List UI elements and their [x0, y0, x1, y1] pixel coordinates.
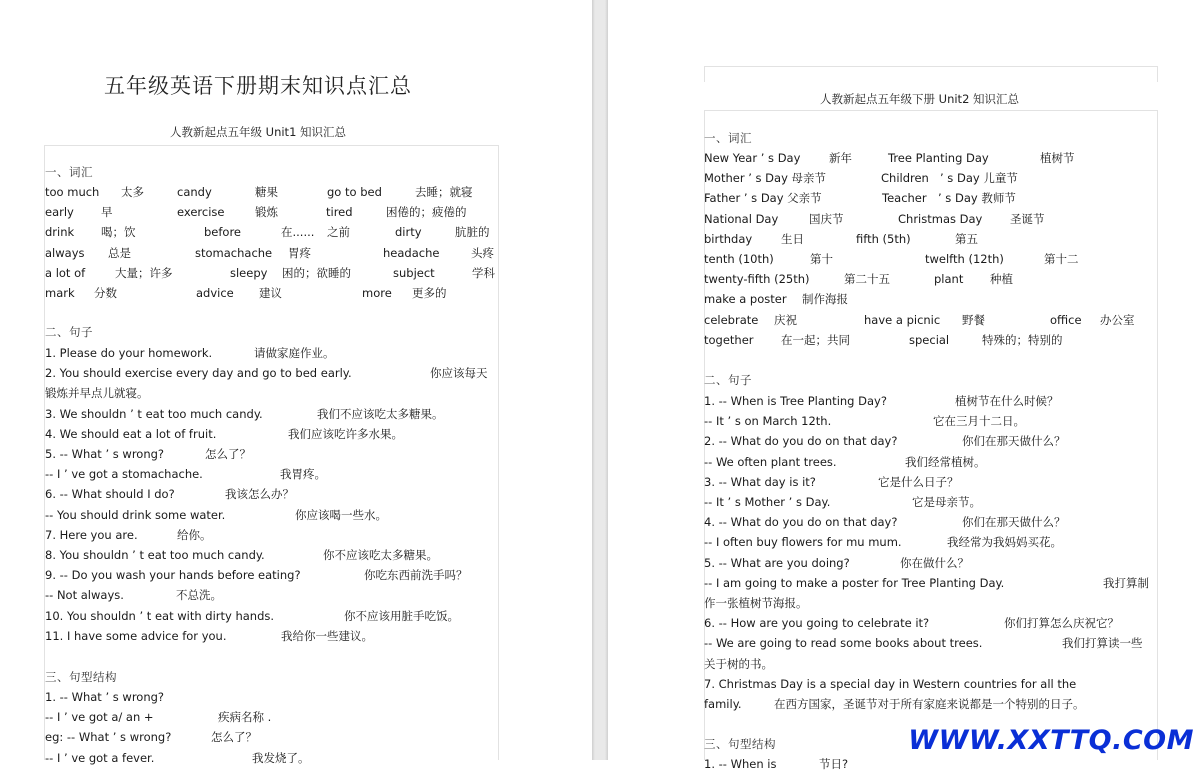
sentence-zh: 你应该每天 [430, 366, 488, 381]
vocab-cell: 植树节 [1040, 151, 1075, 165]
vocab-cell: 种植 [990, 272, 1013, 287]
sentence-en: 4. We should eat a lot of fruit. [45, 426, 217, 441]
vocab-cell: a lot of [45, 265, 86, 280]
sentence-zh: 给你。 [177, 527, 212, 542]
sentence-en: 7. Here you are. [45, 527, 138, 542]
vocab-cell: sleepy [230, 265, 268, 280]
sentence-en: 5. -- What ’ s wrong? [45, 447, 165, 461]
sentence-zh: 它是母亲节。 [912, 495, 981, 509]
document-page-left [0, 0, 592, 765]
vocab-cell: National Day [704, 211, 779, 226]
sentence-en: 关于树的书。 [704, 656, 773, 671]
vocab-cell: tired [326, 205, 353, 220]
vocab-cell: 早 [101, 205, 113, 220]
sentence-zh: 请做家庭作业。 [254, 346, 335, 360]
vocab-cell: celebrate [704, 312, 759, 327]
vocab-cell: office [1050, 312, 1082, 327]
sentence-zh: 在西方国家，圣诞节对于所有家庭来说都是一个特别的日子。 [774, 697, 1085, 711]
sentence-zh: 你不应该吃太多糖果。 [323, 548, 438, 562]
vocab-cell: together [704, 332, 754, 347]
sentence-zh: 我打算制 [1103, 575, 1149, 590]
sentence-zh: 你不应该用脏手吃饭。 [344, 608, 459, 623]
vocab-cell: Teacher [882, 191, 927, 206]
sentence-zh: 你们打算怎么庆祝它？ [1004, 616, 1119, 631]
sentence-zh: 不总洗。 [176, 588, 222, 603]
vocab-cell: 总是 [108, 245, 131, 260]
vocab-cell: have a picnic [864, 312, 941, 327]
vocab-cell: 在一起；共同 [781, 332, 850, 347]
sentence-zh: 你们在那天做什么？ [962, 515, 1066, 530]
table-border-right-stub [1157, 66, 1158, 82]
vocab-cell: 在...... [281, 225, 315, 240]
table-border-top [704, 66, 1158, 67]
vocab-cell: 锻炼 [255, 205, 278, 220]
sentence-en: family. [704, 697, 742, 711]
vocab-cell: 办公室 [1100, 312, 1135, 327]
sentence-zh: 你们在那天做什么？ [962, 434, 1066, 449]
structure-en: eg: -- What ’ s wrong? [45, 730, 172, 745]
vocab-cell: early [45, 205, 74, 220]
vocab-cell: 之前 [327, 225, 350, 240]
vocab-cell: always [45, 245, 85, 260]
sentence-en: -- We are going to read some books about trees. [704, 636, 983, 651]
sentence-en: -- Not always. [45, 588, 124, 603]
structure-zh: 疾病名称 . [218, 710, 272, 725]
sentence-en: 作一张植树节海报。 [704, 596, 808, 610]
structure-en: 1. -- When is [704, 757, 777, 771]
table-border-left-stub [704, 66, 705, 82]
vocab-cell: stomachache [195, 245, 273, 260]
vocab-cell: subject [393, 265, 435, 280]
vocab-cell: Christmas Day [898, 211, 983, 226]
structure-en: -- I ’ ve got a/ an + [45, 710, 154, 725]
vocab-cell: go to bed [327, 185, 382, 199]
sentence-en: 2. -- What do you do on that day? [704, 434, 898, 449]
table-border-mid [704, 110, 1158, 111]
section-title-sentences: 二、句子 [45, 325, 93, 339]
sentence-zh: 你在做什么？ [900, 555, 969, 570]
vocab-cell: mark [45, 286, 75, 300]
vocab-cell: Tree Planting Day [888, 151, 989, 165]
unit1-heading: 人教新起点五年级 Unit1 知识汇总 [170, 125, 347, 139]
vocab-cell: 第十二 [1044, 252, 1079, 266]
sentence-zh: 你吃东西前洗手吗？ [364, 568, 468, 583]
vocab-cell: 生日 [781, 231, 804, 246]
sentence-en: 11. I have some advice for you. [45, 628, 227, 643]
structure-en: -- I ’ ve got a fever. [45, 750, 155, 765]
vocab-cell: 大量；许多 [115, 265, 173, 280]
section-title-structures: 三、句型结构 [704, 737, 776, 751]
vocab-cell: tenth (10th) [704, 252, 774, 266]
sentence-en: 5. -- What are you doing? [704, 555, 850, 570]
sentence-en: -- It ’ s Mother ’ s Day. [704, 495, 831, 509]
sentence-en: 8. You shouldn ’ t eat too much candy. [45, 548, 265, 562]
vocab-cell: plant [934, 272, 964, 287]
sentence-en: -- We often plant trees. [704, 454, 837, 469]
vocab-cell: 野餐 [962, 312, 985, 327]
vocab-cell: special [909, 332, 950, 347]
vocab-cell: Children [881, 171, 929, 186]
vocab-cell: 学科 [472, 265, 495, 280]
sentence-zh: 怎么了？ [205, 447, 251, 461]
vocab-cell: 胃疼 [288, 245, 311, 260]
vocab-cell: candy [177, 185, 212, 199]
vocab-cell: 去睡；就寝 [415, 185, 473, 199]
vocab-cell: more [362, 286, 392, 300]
vocab-cell: 分数 [94, 286, 117, 300]
unit2-heading: 人教新起点五年级下册 Unit2 知识汇总 [820, 92, 1020, 106]
vocab-cell: 更多的 [412, 286, 447, 300]
vocab-cell: 建议 [259, 286, 282, 300]
sentence-zh: 我们应该吃许多水果。 [288, 426, 403, 441]
document-title: 五年级英语下册期末知识点汇总 [104, 74, 412, 98]
sentence-zh: 我给你一些建议。 [281, 628, 373, 643]
sentence-en: 9. -- Do you wash your hands before eating? [45, 568, 301, 583]
section-title-structures: 三、句型结构 [45, 670, 117, 684]
sentence-zh: 我们经常植树。 [905, 454, 986, 469]
sentence-zh: 它在三月十二日。 [933, 414, 1025, 429]
vocab-cell: 第十 [810, 252, 833, 266]
vocab-cell: 特殊的；特别的 [982, 332, 1063, 347]
structure-en: 1. -- What ’ s wrong? [45, 690, 165, 704]
vocab-cell: ’ s Day 教师节 [938, 191, 1016, 206]
vocab-cell: 庆祝 [774, 312, 797, 327]
table-border-right [498, 145, 499, 760]
vocab-cell: 糖果 [255, 185, 278, 199]
vocab-cell: New Year ’ s Day [704, 151, 801, 165]
structure-zh: 我发烧了。 [252, 750, 310, 765]
sentence-zh: 我们打算读一些 [1062, 636, 1143, 651]
sentence-en: 6. -- What should I do? [45, 487, 175, 502]
sentence-en: 7. Christmas Day is a special day in Western countries for all the [704, 676, 1077, 691]
vocab-cell: 喝；饮 [101, 225, 136, 240]
vocab-cell: before [204, 225, 242, 240]
vocab-cell: headache [383, 245, 440, 260]
vocab-cell: drink [45, 225, 75, 240]
vocab-cell: 新年 [829, 151, 852, 165]
site-watermark: WWW.XXTTQ.COM [908, 725, 1194, 756]
sentence-en: -- You should drink some water. [45, 507, 226, 522]
vocab-cell: 国庆节 [809, 211, 844, 226]
sentence-en: -- I am going to make a poster for Tree Planting Day. [704, 575, 1005, 590]
vocab-cell: make a poster [704, 292, 787, 307]
sentence-en: 锻炼并早点儿就寝。 [45, 386, 149, 401]
sentence-zh: 我经常为我妈妈买花。 [947, 535, 1062, 550]
sentence-zh: 你应该喝一些水。 [295, 507, 387, 522]
vocab-cell: 困倦的；疲倦的 [386, 205, 467, 220]
vocab-cell: 太多 [121, 185, 144, 199]
vocab-cell: 肮脏的 [455, 225, 490, 240]
structure-zh: 怎么了？ [211, 730, 257, 745]
sentence-en: -- It ’ s on March 12th. [704, 414, 832, 429]
sentence-zh: 植树节在什么时候？ [955, 394, 1059, 408]
vocab-cell: birthday [704, 231, 753, 246]
vocab-cell: twelfth (12th) [925, 252, 1004, 266]
sentence-en: 1. -- When is Tree Planting Day? [704, 394, 887, 408]
vocab-cell: twenty-fifth (25th) [704, 272, 810, 287]
vocab-cell: Mother ’ s Day 母亲节 [704, 171, 827, 186]
sentence-zh: 我们不应该吃太多糖果。 [317, 406, 444, 421]
section-title-vocab: 一、词汇 [704, 131, 752, 145]
sentence-en: -- I often buy flowers for mu mum. [704, 535, 902, 550]
vocab-cell: 制作海报 [802, 292, 848, 307]
sentence-en: -- I ’ ve got a stomachache. [45, 467, 203, 482]
section-title-vocab: 一、词汇 [45, 165, 93, 179]
sentence-zh: 它是什么日子？ [878, 474, 959, 489]
sentence-zh: 我该怎么办？ [225, 487, 294, 502]
vocab-cell: 第五 [955, 231, 978, 246]
vocab-cell: 第二十五 [844, 272, 890, 287]
vocab-cell: ’ s Day 儿童节 [940, 171, 1018, 186]
structure-zh: 节日? [819, 757, 849, 771]
sentence-en: 2. You should exercise every day and go to bed early. [45, 366, 352, 381]
sentence-en: 1. Please do your homework. [45, 346, 213, 360]
vocab-cell: exercise [177, 205, 225, 220]
sentence-en: 3. We shouldn ’ t eat too much candy. [45, 406, 263, 421]
vocab-cell: too much [45, 185, 100, 199]
table-border-right [1157, 110, 1158, 760]
vocab-cell: dirty [395, 225, 422, 240]
vocab-cell: 圣诞节 [1010, 211, 1045, 226]
vocab-cell: Father ’ s Day 父亲节 [704, 191, 822, 206]
vocab-cell: 头疼 [471, 245, 494, 260]
page-gutter [592, 0, 608, 760]
sentence-en: 10. You shouldn ’ t eat with dirty hands. [45, 608, 275, 623]
section-title-sentences: 二、句子 [704, 373, 752, 387]
vocab-cell: 困的；欲睡的 [282, 265, 351, 280]
sentence-zh: 我胃疼。 [280, 467, 326, 482]
sentence-en: 4. -- What do you do on that day? [704, 515, 898, 530]
sentence-en: 6. -- How are you going to celebrate it? [704, 616, 930, 631]
document-page-right [608, 0, 1200, 771]
table-border-top [44, 145, 499, 146]
vocab-cell: fifth (5th) [856, 231, 911, 246]
vocab-cell: advice [196, 286, 234, 300]
sentence-en: 3. -- What day is it? [704, 474, 816, 489]
